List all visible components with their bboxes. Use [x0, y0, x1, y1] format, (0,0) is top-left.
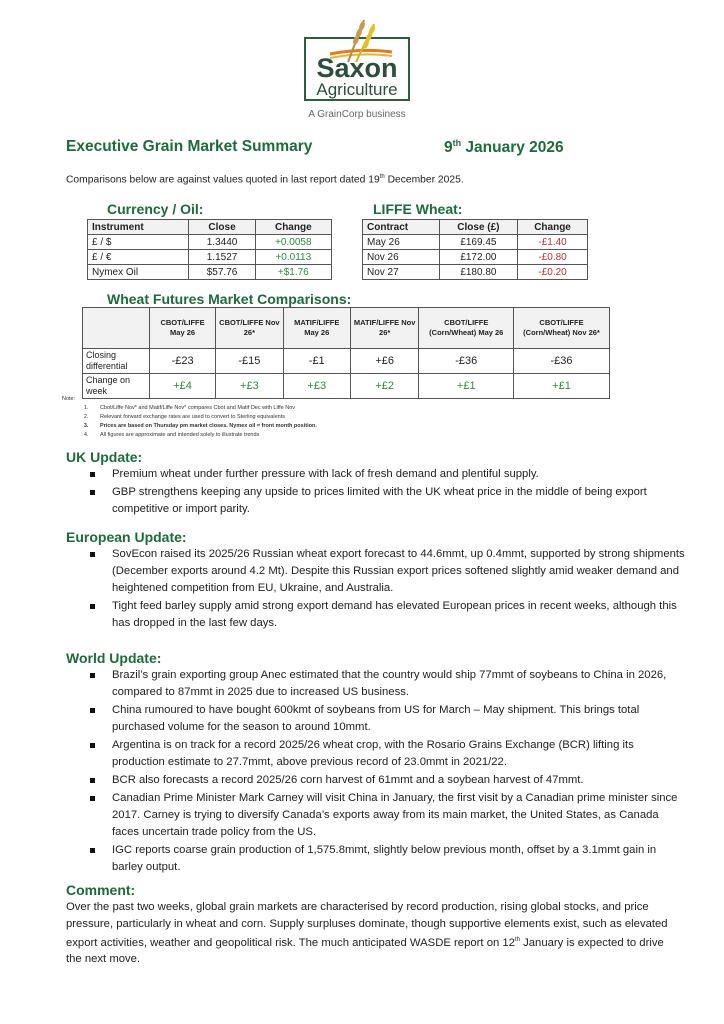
european-update-heading: European Update:	[66, 529, 187, 545]
table-row	[363, 265, 588, 280]
value-cell: +£2	[350, 374, 419, 399]
change-cell: -£1.40	[518, 235, 588, 250]
column-header: MATIF/LIFFE May 26	[283, 308, 350, 349]
currency-table	[87, 219, 332, 280]
bullet-item: China rumoured to have bought 600kmt of soybeans from US for March – May shipment. This brings total purchased volume for the season to around 10mmt.	[112, 702, 686, 736]
european-update-section	[66, 546, 686, 633]
table-notes	[62, 396, 317, 440]
bullet-item: Brazil’s grain exporting group Anec estimated that the country would ship 77mmt of soybeans to China in 2026, compared to 87mmt in 2025 due to increased US business.	[112, 667, 686, 701]
comment-text-end: January is expected to drive the next move.	[66, 936, 664, 966]
value-cell: +£3	[283, 374, 350, 399]
change-cell: +0.0058	[255, 235, 331, 250]
intro-text: Comparisons below are against values quoted in last report dated 19	[66, 174, 380, 186]
futures-comparison-table	[82, 307, 610, 399]
column-header: Instrument	[88, 220, 189, 235]
page-title: Executive Grain Market Summary	[66, 138, 313, 155]
value-cell: +£1	[419, 374, 514, 399]
date-day: 9	[444, 139, 453, 157]
table-row	[88, 235, 332, 250]
uk-update-section	[66, 466, 686, 519]
instrument-cell: Nymex Oil	[88, 265, 189, 280]
value-cell: -£15	[216, 349, 284, 374]
comment-suffix: th	[514, 937, 520, 943]
column-header: Change	[518, 220, 588, 235]
change-cell: -£0.80	[518, 250, 588, 265]
liffe-title: LIFFE Wheat:	[373, 201, 463, 217]
value-cell: -£23	[150, 349, 216, 374]
comment-heading: Comment:	[66, 882, 136, 898]
logo-tagline: A GrainCorp business	[308, 109, 406, 120]
close-cell: 1.1527	[189, 250, 255, 265]
bullet-item: GBP strengthens keeping any upside to prices limited with the UK wheat price in the middle of being export competitive or import parity.	[112, 484, 686, 518]
notes-label: Note:	[62, 396, 76, 402]
liffe-wheat-table	[362, 219, 588, 280]
date-suffix: th	[452, 138, 462, 148]
bullet-item: Premium wheat under further pressure with lack of fresh demand and plentiful supply.	[112, 466, 686, 483]
change-cell: +0.0113	[255, 250, 331, 265]
table-row	[83, 374, 610, 399]
table-header-row	[83, 308, 610, 349]
column-header: CBOT/LIFFE (Corn/Wheat) May 26	[419, 308, 514, 349]
note-item: 2. Relevant forward exchange rates are used to convert to Sterling equivalents	[90, 413, 317, 422]
column-header: CBOT/LIFFE Nov 26*	[216, 308, 284, 349]
table-row	[88, 265, 332, 280]
row-label: Change on week	[83, 374, 150, 399]
world-update-heading: World Update:	[66, 650, 162, 666]
change-cell: -£0.20	[518, 265, 588, 280]
column-header: Close	[189, 220, 255, 235]
bullet-item: Argentina is on track for a record 2025/26 wheat crop, with the Rosario Grains Exchange (BCR) lifting its production estimate to 27.7mmt, above previous record of 23.0mmt in 2021/22.	[112, 737, 686, 771]
contract-cell: Nov 26	[363, 250, 440, 265]
value-cell: +£4	[150, 374, 216, 399]
value-cell: -£1	[283, 349, 350, 374]
note-item: 4. All figures are approximate and intended solely to illustrate trends	[90, 431, 317, 440]
corner-cell	[83, 308, 150, 349]
value-cell: -£36	[419, 349, 514, 374]
close-cell: £172.00	[439, 250, 517, 265]
contract-cell: May 26	[363, 235, 440, 250]
column-header: MATIF/LIFFE Nov 26*	[350, 308, 419, 349]
table-header-row	[363, 220, 588, 235]
intro-text-end: December 2025.	[384, 174, 464, 186]
value-cell: -£36	[514, 349, 610, 374]
instrument-cell: £ / €	[88, 250, 189, 265]
currency-title: Currency / Oil:	[107, 201, 204, 217]
logo-brand: Saxon	[316, 53, 398, 83]
column-header: CBOT/LIFFE May 26	[150, 308, 216, 349]
bullet-item: Tight feed barley supply amid strong export demand has elevated European prices in recent weeks, although this has dropped in the last few days.	[112, 598, 686, 632]
column-header: Contract	[363, 220, 440, 235]
futures-title: Wheat Futures Market Comparisons:	[107, 291, 352, 307]
comparison-note	[66, 174, 464, 185]
note-item: 3. Prices are based on Thursday pm market closes. Nymex oil = front month position.	[90, 422, 317, 431]
value-cell: +£6	[350, 349, 419, 374]
bullet-item: BCR also forecasts a record 2025/26 corn harvest of 61mmt and a soybean harvest of 47mmt.	[112, 772, 686, 789]
table-row	[88, 250, 332, 265]
column-header: Close (£)	[439, 220, 517, 235]
close-cell: $57.76	[189, 265, 255, 280]
bullet-item: Canadian Prime Minister Mark Carney will visit China in January, the first visit by a Canadian prime minister since 2017. Carney is trying to diversify Canada’s exports away from its main market, the United States, as Canada faces uncertain trade policy from the US.	[112, 790, 686, 841]
column-header: CBOT/LIFFE (Corn/Wheat) Nov 26*	[514, 308, 610, 349]
world-update-section	[66, 667, 686, 877]
logo-subtitle: Agriculture	[316, 80, 398, 99]
row-label: Closing differential	[83, 349, 150, 374]
close-cell: £169.45	[439, 235, 517, 250]
contract-cell: Nov 27	[363, 265, 440, 280]
table-header-row	[88, 220, 332, 235]
table-row	[363, 250, 588, 265]
bullet-item: SovEcon raised its 2025/26 Russian wheat export forecast to 44.6mmt, up 0.4mmt, supported by strong shipments (December exports around 4.2 Mt). Despite this Russian export prices softened slightly amid weaker demand and heightened competition from EU, Ukraine, and Australia.	[112, 546, 686, 597]
instrument-cell: £ / $	[88, 235, 189, 250]
close-cell: £180.80	[439, 265, 517, 280]
date-rest: January 2026	[461, 139, 564, 157]
uk-update-heading: UK Update:	[66, 449, 143, 465]
report-date	[444, 138, 564, 157]
table-row	[363, 235, 588, 250]
change-cell: +$1.76	[255, 265, 331, 280]
intro-suffix: th	[379, 174, 385, 180]
note-item: 1. Cbot/Liffe Nov* and Matif/Liffe Nov* compares Cbot and Matif Dec with Liffe Nov	[90, 404, 317, 413]
comment-body	[66, 899, 676, 968]
value-cell: +£3	[216, 374, 284, 399]
column-header: Change	[255, 220, 331, 235]
comment-text: Over the past two weeks, global grain markets are characterised by record production, rising global stocks, and price pressure, particularly in wheat and corn. Supply surpluses dominate, though supportive elements exist, such as elevated export activities, weather and geopolitical risk. The much anticipated WASDE report on 12	[66, 901, 668, 949]
table-row	[83, 349, 610, 374]
close-cell: 1.3440	[189, 235, 255, 250]
value-cell: +£1	[514, 374, 610, 399]
bullet-item: IGC reports coarse grain production of 1,575.8mmt, slightly below previous month, offset by a 3.1mmt gain in barley output.	[112, 842, 686, 876]
